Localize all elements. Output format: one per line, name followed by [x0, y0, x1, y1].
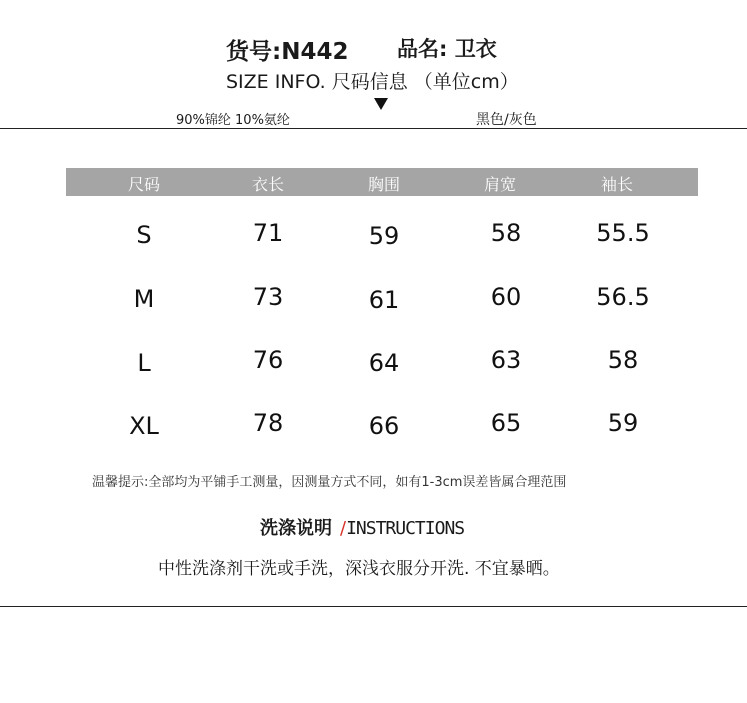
cell-shoulder: 60	[490, 283, 522, 311]
instructions-title	[260, 514, 464, 540]
top-divider	[0, 128, 747, 129]
care-instructions: 中性洗涤剂干洗或手洗，深浅衣服分开洗. 不宜暴晒。	[158, 559, 560, 579]
cell-chest: 66	[368, 412, 400, 440]
cell-shoulder: 65	[490, 409, 522, 437]
down-triangle-icon	[374, 98, 388, 110]
header-size: 尺码	[127, 175, 160, 194]
cell-sleeve: 55.5	[596, 219, 650, 247]
measurement-note: 温馨提示:全部均为平铺手工测量，因测量方式不同，如有1-3cm误差皆属合理范围	[92, 475, 567, 490]
cell-chest: 59	[368, 222, 400, 250]
cell-sleeve: 58	[607, 346, 639, 374]
cell-size: L	[137, 349, 151, 377]
cell-size: XL	[129, 412, 159, 440]
cell-chest: 64	[368, 349, 400, 377]
header-length: 衣长	[251, 175, 284, 194]
cell-length: 73	[252, 283, 284, 311]
instructions-title-cn: 洗涤说明	[260, 518, 332, 539]
header-shoulder: 肩宽	[483, 175, 516, 194]
cell-shoulder: 58	[490, 219, 522, 247]
bottom-divider	[0, 606, 747, 607]
item-name: 品名: 卫衣	[397, 37, 497, 61]
instructions-slash: /	[340, 518, 347, 539]
cell-size: M	[133, 285, 155, 313]
header-sleeve: 袖长	[600, 175, 633, 194]
instructions-title-en: INSTRUCTIONS	[346, 518, 465, 539]
header-chest: 胸围	[367, 175, 400, 194]
size-info-title: SIZE INFO. 尺码信息 （单位cm）	[226, 71, 519, 93]
cell-chest: 61	[368, 286, 400, 314]
cell-sleeve: 59	[607, 409, 639, 437]
color-options: 黑色/灰色	[476, 112, 537, 128]
cell-length: 76	[252, 346, 284, 374]
cell-size: S	[136, 221, 152, 249]
cell-length: 71	[252, 219, 284, 247]
cell-shoulder: 63	[490, 346, 522, 374]
item-number: 货号:N442	[226, 39, 349, 65]
cell-length: 78	[252, 409, 284, 437]
cell-sleeve: 56.5	[596, 283, 650, 311]
material-composition: 90%锦纶 10%氨纶	[176, 113, 290, 128]
size-table-header	[66, 168, 698, 196]
